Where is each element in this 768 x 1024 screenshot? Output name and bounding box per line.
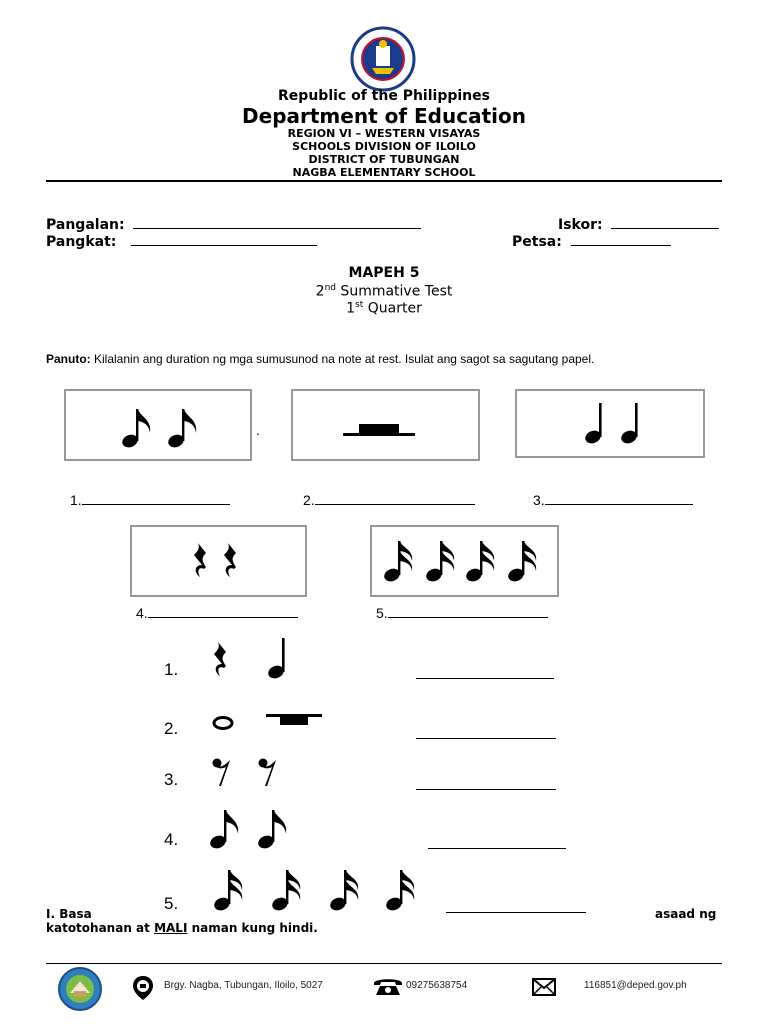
quarter-rest-icon — [192, 543, 210, 579]
item-5-box — [370, 525, 559, 597]
answer-blank[interactable] — [416, 789, 556, 790]
item-3-box — [515, 389, 705, 458]
item-2-box — [291, 389, 480, 461]
score-label: Iskor: — [558, 217, 603, 233]
date-label: Petsa: — [512, 234, 562, 250]
answer-blank[interactable] — [315, 492, 475, 505]
section-i-line2: katotohanan at MALI naman kung hindi. — [46, 921, 318, 935]
quarter-note-icon — [621, 401, 651, 445]
part1-item-3: 3. — [533, 492, 693, 508]
answer-blank[interactable] — [446, 912, 586, 913]
answer-blank[interactable] — [416, 738, 556, 739]
whole-rest-icon — [266, 712, 322, 726]
location-pin-icon — [132, 975, 154, 1001]
division-text: SCHOOLS DIVISION OF ILOILO — [292, 140, 476, 153]
quarter-text: Quarter — [363, 300, 422, 317]
telephone-icon — [372, 976, 404, 996]
part2-item-1-number: 1. — [164, 660, 179, 679]
part1-item-4: 4. — [136, 605, 298, 621]
sixteenth-note-icon — [330, 868, 360, 912]
answer-blank[interactable] — [416, 678, 554, 679]
date-field — [512, 231, 671, 250]
part1-item-2: 2. — [303, 492, 475, 508]
whole-note-icon — [212, 716, 234, 730]
answer-blank[interactable] — [428, 848, 566, 849]
section-blank[interactable] — [131, 231, 317, 246]
department-title: Department of Education — [242, 104, 526, 128]
deped-seal — [348, 26, 418, 92]
part1-item-1: 1. — [70, 492, 230, 508]
test-title — [0, 283, 768, 300]
whole-rest-icon — [343, 421, 415, 437]
directions-label: Panuto: — [46, 352, 91, 366]
item-4-box — [130, 525, 307, 597]
section-label: Pangkat: — [46, 234, 117, 250]
footer-email: 116851@deped.gov.ph — [584, 980, 687, 991]
quarter-rest-icon — [222, 543, 240, 579]
subject-title: MAPEH 5 — [348, 265, 420, 281]
name-label: Pangalan: — [46, 217, 125, 233]
sixteenth-note-icon — [386, 868, 416, 912]
section-field — [46, 231, 317, 250]
answer-blank[interactable] — [388, 605, 548, 618]
item-1-dot: . — [256, 424, 260, 438]
eighth-rest-icon — [212, 758, 234, 788]
answer-blank[interactable] — [148, 605, 298, 618]
header-divider — [46, 180, 722, 182]
sixteenth-note-icon — [214, 868, 244, 912]
answer-blank[interactable] — [545, 492, 693, 505]
eighth-note-icon — [168, 405, 198, 449]
school-logo — [58, 967, 102, 1011]
score-blank[interactable] — [611, 214, 719, 229]
quarter-title — [0, 300, 768, 317]
eighth-note-icon — [258, 806, 288, 850]
name-blank[interactable] — [133, 214, 421, 229]
republic-text: Republic of the Philippines — [278, 88, 490, 104]
test-suffix: nd — [324, 283, 336, 293]
part1-item-5: 5. — [376, 605, 548, 621]
sixteenth-note-icon — [384, 539, 414, 583]
part2-item-4-number: 4. — [164, 830, 179, 849]
envelope-icon — [532, 978, 556, 996]
quarter-note-icon — [268, 636, 298, 680]
mali-word: MALI — [154, 921, 188, 935]
eighth-note-icon — [210, 806, 240, 850]
quarter-note-icon — [585, 401, 615, 445]
school-text: NAGBA ELEMENTARY SCHOOL — [292, 166, 476, 179]
region-text: REGION VI – WESTERN VISAYAS — [287, 127, 481, 140]
answer-blank[interactable] — [82, 492, 230, 505]
quarter-suffix: st — [355, 300, 364, 310]
directions-text: Kilalanin ang duration ng mga sumusunod na note at rest. Isulat ang sagot sa sagutang papel. — [90, 352, 595, 366]
part2-item-2-number: 2. — [164, 719, 179, 738]
part2-item-5-number: 5. — [164, 894, 179, 913]
sixteenth-note-icon — [466, 539, 496, 583]
section-i-start: I. Basa — [46, 907, 92, 921]
district-text: DISTRICT OF TUBUNGAN — [308, 153, 460, 166]
quarter-rest-icon — [212, 642, 230, 678]
eighth-note-icon — [122, 405, 152, 449]
footer-phone: 09275638754 — [406, 980, 468, 991]
section-i-end: asaad ng — [655, 907, 717, 921]
date-blank[interactable] — [571, 231, 671, 246]
sixteenth-note-icon — [426, 539, 456, 583]
directions — [46, 352, 594, 366]
item-1-box — [64, 389, 252, 461]
sixteenth-note-icon — [508, 539, 538, 583]
part2-item-3-number: 3. — [164, 770, 179, 789]
sixteenth-note-icon — [272, 868, 302, 912]
quarter-number: 1 — [346, 300, 356, 317]
footer-divider — [46, 963, 722, 964]
test-text: Summative Test — [335, 283, 453, 300]
eighth-rest-icon — [258, 758, 280, 788]
footer-address: Brgy. Nagba, Tubungan, Iloilo, 5027 — [164, 980, 323, 991]
test-number: 2 — [315, 283, 325, 300]
